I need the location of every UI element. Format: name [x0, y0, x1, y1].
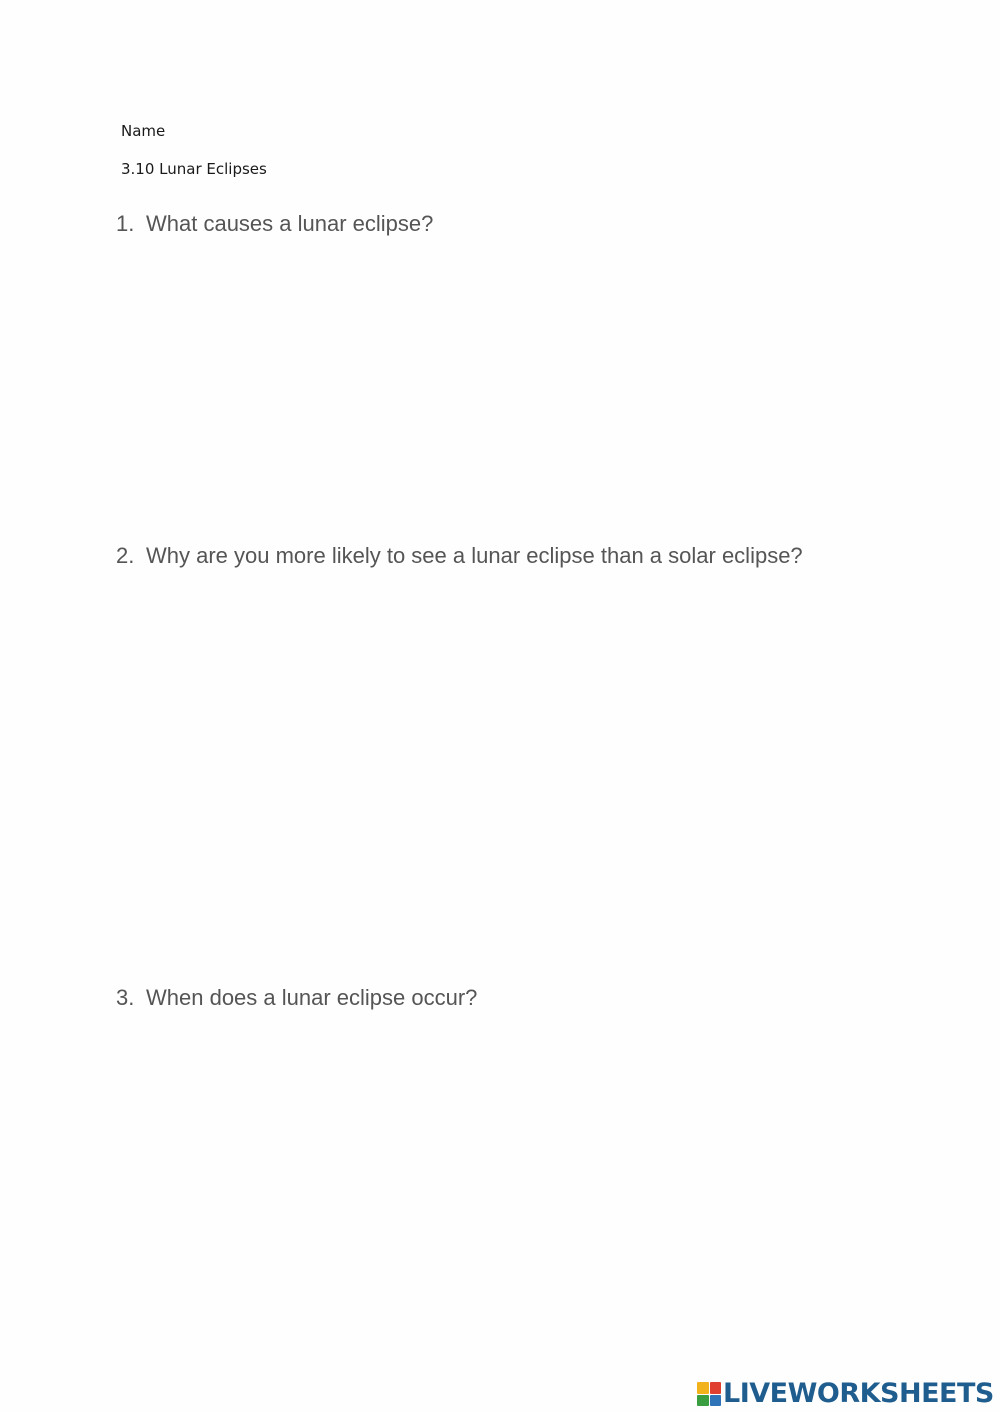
logo-mark-icon	[697, 1382, 721, 1406]
question-number: 3.	[116, 985, 135, 1010]
question-text: Why are you more likely to see a lunar eclipse than a solar eclipse?	[146, 543, 803, 568]
worksheet-title: 3.10 Lunar Eclipses	[121, 160, 267, 178]
question-number: 1.	[116, 211, 135, 236]
logo-text: LIVEWORKSHEETS	[723, 1378, 994, 1409]
question-3	[116, 985, 477, 1011]
question-text: When does a lunar eclipse occur?	[146, 985, 478, 1010]
liveworksheets-logo	[697, 1379, 994, 1409]
question-2	[116, 543, 803, 569]
question-1	[116, 211, 433, 237]
question-number: 2.	[116, 543, 135, 568]
name-label: Name	[121, 122, 166, 140]
question-text: What causes a lunar eclipse?	[146, 211, 434, 236]
